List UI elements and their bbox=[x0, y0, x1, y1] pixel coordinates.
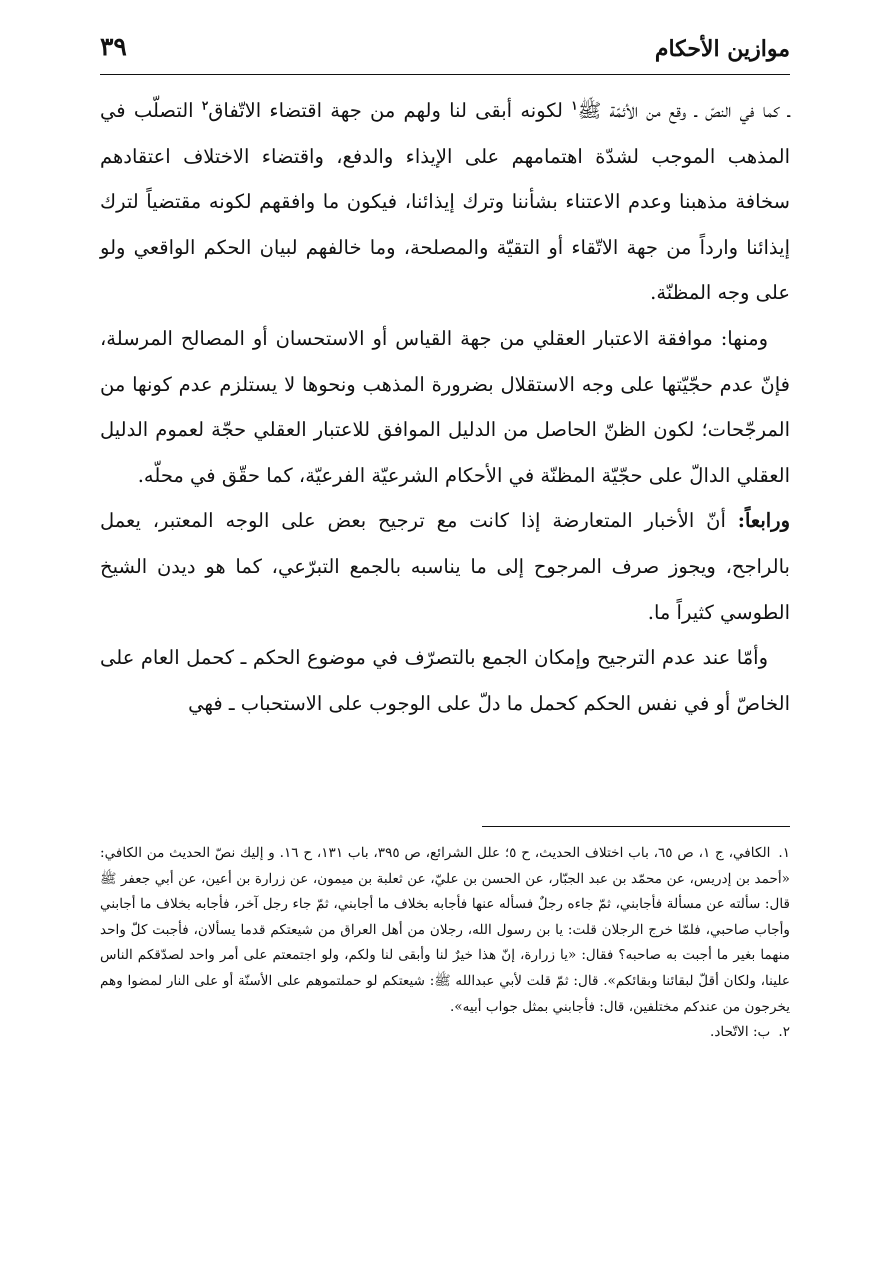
paragraph-3 bbox=[100, 498, 790, 635]
page-header bbox=[100, 30, 790, 76]
paragraph-4: وأمّا عند عدم الترجيح وإمكان الجمع بالتصرّف في موضوع الحكم ـ كحمل العام على الخاصّ أو في نفس الحكم كحمل ما دلّ على الوجوب على الاستحباب ـ فهي bbox=[100, 646, 790, 715]
paragraph-2: ومنها: موافقة الاعتبار العقلي من جهة القياس أو الاستحسان أو المصالح المرسلة، فإنّ عدم حجّيّتها على وجه الاستقلال بضرورة المذهب ونحوها لا يستلزم عدم كونها من المرجّحات؛ لكون الظنّ الحاصل من الدليل الموافق للاعتبار العقلي حجّة لعموم الدليل العقلي الدالّ على حجّيّة المظنّة في الأحكام الشرعيّة الفرعيّة، كما حقّق في محلّه. bbox=[100, 326, 790, 487]
footnote-ref-2[interactable]: ٢ bbox=[201, 98, 209, 113]
page-number: ٣٩ bbox=[100, 32, 127, 61]
footnote-text: ب: الاتّحاد. bbox=[710, 1024, 771, 1041]
main-text bbox=[100, 88, 790, 726]
paragraph-1-text-c: التصلّب في المذهب الموجب لشدّة اهتمامهم على الإيذاء والدفع، واقتضاء الاختلاف اعتقادهم سخافة مذهبنا وعدم الاعتناء بشأننا وترك إيذائنا، فيكون ما وافقهم لكونه مقتضياً لترك إيذائنا وارداً من جهة الاتّقاء أو التقيّة والمصلحة، وما خالفهم لبيان الحكم الواقعي ولو على وجه المظنّة. bbox=[100, 99, 790, 305]
footnote-1 bbox=[100, 841, 790, 1020]
paragraph-3-lead: ورابعاً: bbox=[737, 509, 790, 533]
paragraph-1-text-a: ـ كما في النصّ ـ وقع من الأئمّة ﷺ bbox=[577, 99, 790, 122]
footnote-text: الكافي، ج ١، ص ٦٥، باب اختلاف الحديث، ح ٥؛ علل الشرائع، ص ٣٩٥، باب ١٣١، ح ١٦. و إليك نصّ الحديث من الكافي: «أحمد بن إدريس، عن محمّد بن عبد الجبّار، عن الحسن بن عليّ، عن ثعلبة بن ميمون، عن زرارة بن أعين، عن أبي جعفر ﷺ قال: سألته عن مسألة فأجابني، ثمّ جاءه رجلٌ فسأله عنها فأجابه بخلاف ما أجابني، ثمّ جاء رجل آخر، فأجابه بخلاف ما أجابني وأجاب صاحبي، فلمّا خرج الرجلان قلت: يا بن رسول الله، رجلان من أهل العراق من شيعتكم قدما يسألان، فأجبت كلّ واحد منهما بغير ما أجبت به صاحبه؟ فقال: «يا زرارة، إنّ هذا خيرٌ لنا وأبقى لنا ولكم، ولو اجتمعتم على أمر واحد لصدّقكم الناس علينا، ولكان أقلّ لبقائنا وبقائكم». قال: ثمّ قلت لأبي عبدالله ﷺ: شيعتكم لو حملتموهم على الأسنّة أو على النار لمضوا وهم يخرجون من عندكم مختلفين، قال: فأجابني بمثل جواب أبيه». bbox=[100, 845, 790, 1015]
paragraph-1-text-b: لكونه أبقى لنا ولهم من جهة اقتضاء الاتّفاق bbox=[208, 99, 572, 122]
paragraph-3-text: أنّ الأخبار المتعارضة إذا كانت مع ترجيح بعض على الوجه المعتبر، يعمل بالراجح، ويجوز صرف المرجوح إلى ما يناسبه بالجمع التبرّعي، كما هو ديدن الشيخ الطوسي كثيراً ما. bbox=[100, 509, 790, 624]
footnote-divider bbox=[482, 826, 790, 827]
footnote-2 bbox=[100, 1020, 790, 1046]
footnotes bbox=[100, 841, 790, 1046]
footnote-number: ١. bbox=[778, 845, 791, 861]
footnote-number: ٢. bbox=[778, 1024, 790, 1041]
header-divider bbox=[100, 74, 790, 75]
running-title: موازين الأحكام bbox=[654, 36, 790, 62]
paragraph-1 bbox=[100, 88, 790, 316]
footnote-ref-1[interactable]: ١ bbox=[571, 98, 578, 113]
